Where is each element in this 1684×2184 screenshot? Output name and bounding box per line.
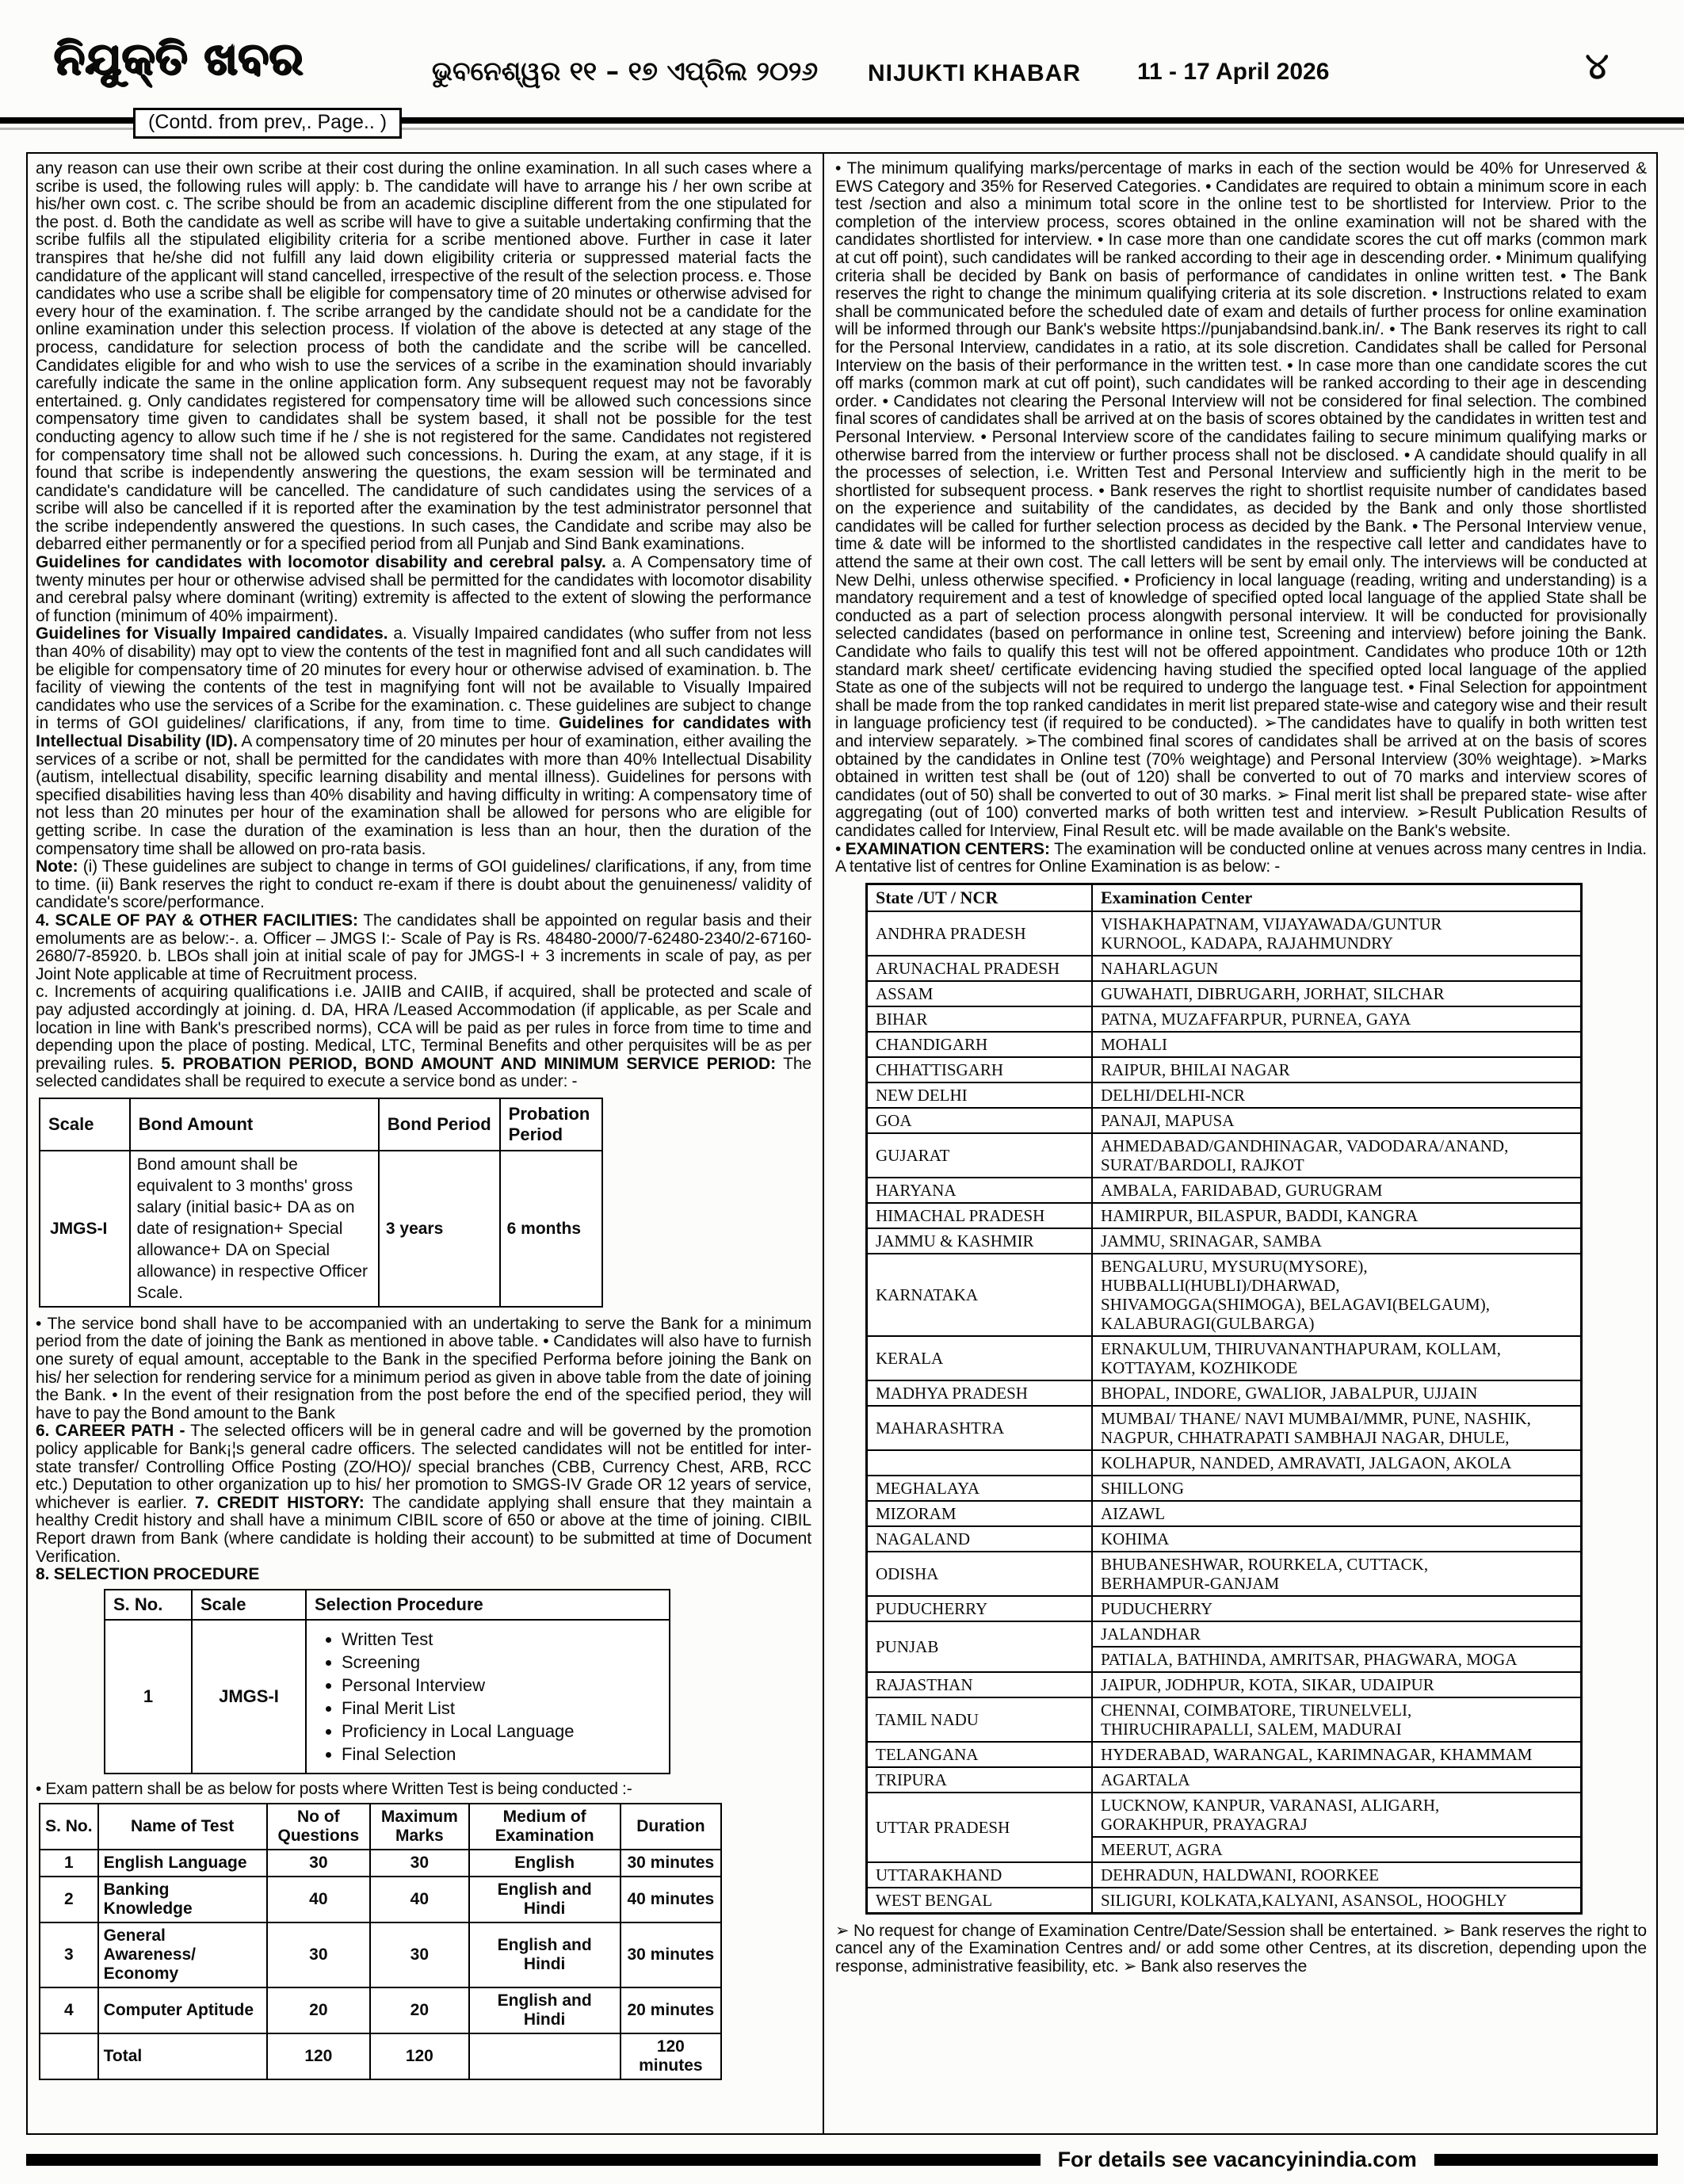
- table-cell: General Awareness/ Economy: [98, 1922, 267, 1987]
- table-row: [867, 1057, 1582, 1082]
- centers-cell: JAIPUR, JODHPUR, KOTA, SIKAR, UDAIPUR: [1092, 1672, 1582, 1697]
- centers-cell: JAMMU, SRINAGAR, SAMBA: [1092, 1228, 1582, 1254]
- state-cell: KARNATAKA: [867, 1254, 1093, 1336]
- page-number: ୪: [1585, 44, 1609, 87]
- table-row: [40, 2033, 721, 2079]
- state-cell: ASSAM: [867, 981, 1093, 1006]
- table-row: [867, 1203, 1582, 1228]
- column-header: No of Questions: [267, 1804, 370, 1850]
- column-header: Duration: [621, 1804, 721, 1850]
- table-cell: 30 minutes: [621, 1922, 721, 1987]
- centers-cell: MEERUT, AGRA: [1092, 1837, 1582, 1862]
- table-row: [867, 1082, 1582, 1108]
- table-row: [40, 1151, 602, 1307]
- state-cell: MEGHALAYA: [867, 1476, 1093, 1501]
- state-cell: TRIPURA: [867, 1767, 1093, 1793]
- centers-cell: KOLHAPUR, NANDED, AMRAVATI, JALGAON, AKOLA: [1092, 1450, 1582, 1476]
- paragraph: Note: (i) These guidelines are subject to change in terms of GOI guidelines/ clarifications, if any, from time to time. (ii) Bank reserves the right to conduct re-exam if there is doubt about the genuineness/ validity of candidate's score/performance.: [36, 857, 811, 912]
- masthead: [32, 24, 1652, 113]
- footer-bar-left: [26, 2154, 1041, 2166]
- state-cell: CHANDIGARH: [867, 1032, 1093, 1057]
- state-cell: NEW DELHI: [867, 1082, 1093, 1108]
- scale-cell: JMGS-I: [192, 1620, 306, 1774]
- procedure-cell: [306, 1620, 670, 1774]
- state-cell: MADHYA PRADESH: [867, 1380, 1093, 1406]
- newspaper-logo: ନିଯୁକ୍ତି ଖବର: [54, 33, 304, 85]
- table-cell: English Language: [98, 1850, 267, 1877]
- centers-cell: PATIALA, BATHINDA, AMRITSAR, PHAGWARA, MOGA: [1092, 1647, 1582, 1672]
- procedure-item: • Proficiency in Local Language: [342, 1720, 663, 1743]
- state-cell: [867, 1450, 1093, 1476]
- state-cell: JAMMU & KASHMIR: [867, 1228, 1093, 1254]
- centers-cell: JALANDHAR: [1092, 1621, 1582, 1647]
- table-row: [867, 1767, 1582, 1793]
- table-cell: Computer Aptitude: [98, 1987, 267, 2033]
- centers-cell: PUDUCHERRY: [1092, 1596, 1582, 1621]
- scale-cell: JMGS-I: [40, 1151, 130, 1307]
- table-row: [867, 1793, 1582, 1837]
- table-cell: 2: [40, 1877, 98, 1922]
- contd-note: (Contd. from prev,. Page.. ): [133, 108, 402, 139]
- table-cell: [40, 2033, 98, 2079]
- table-header-row: [40, 1098, 602, 1151]
- paragraph: Guidelines for Visually Impaired candidates. a. Visually Impaired candidates (who suffer from not less than 40% of disability) may opt to view the contents of the test in magnified font and all such candidates will be eligible for compensatory time of 20 minutes for every hour or otherwise advised of examination. b. The facility of viewing the contents of the test in magnifying font will not be available to Visually Impaired candidates who use the services of a Scribe for the examination. c. These guidelines are subject to change in terms of GOI guidelines/ clarifications, if any, from time to time. Guidelines for candidates with Intellectual Disability (ID). A compensatory time of 20 minutes per hour of examination, either availing the services of a scribe or not, shall be permitted for the candidates with more than 40% Intellectual Disability (autism, intellectual disability, specific learning disability and mental illness). Guidelines for persons with specified disabilities having less than 40% disability and having difficulty in writing: A compensatory time of not less than 20 minutes per hour of the examination shall be allowed for persons who are eligible for getting scribe. In case the duration of the examination is less than an hour, then the duration of the compensatory time shall be allowed on pro-rata basis.: [36, 624, 812, 858]
- table-cell: 20: [267, 1987, 370, 2033]
- table-cell: 3: [40, 1922, 98, 1987]
- table-cell: 30: [267, 1850, 370, 1877]
- table-row: [867, 1888, 1582, 1914]
- state-cell: ARUNACHAL PRADESH: [867, 956, 1093, 981]
- table-row: [40, 1877, 721, 1922]
- table-cell: 40 minutes: [621, 1877, 721, 1922]
- state-cell: MIZORAM: [867, 1501, 1093, 1526]
- table-row: [867, 1006, 1582, 1032]
- table-row: [867, 1862, 1582, 1888]
- table-row: [867, 1621, 1582, 1647]
- procedure-item: • Final Merit List: [342, 1697, 663, 1720]
- table-cell: 120 minutes: [621, 2033, 721, 2079]
- centers-cell: LUCKNOW, KANPUR, VARANASI, ALIGARH, GORAKHPUR, PRAYAGRAJ: [1092, 1793, 1582, 1837]
- column-header: Scale: [40, 1098, 130, 1151]
- paragraph: 4. SCALE OF PAY & OTHER FACILITIES: The candidates shall be appointed on regular basis and their emoluments are as below:-. a. Officer – JMGS I:- Scale of Pay is Rs. 48480-2000/7-62480-2340/2-67160-2680/7-85920. b. LBOs shall join at initial scale of pay for JMGS-I + 3 increments in scale of pay, as per Joint Note applicable at time of Recruitment process.: [36, 911, 811, 983]
- state-cell: UTTARAKHAND: [867, 1862, 1093, 1888]
- centers-cell: AMBALA, FARIDABAD, GURUGRAM: [1092, 1178, 1582, 1203]
- centers-cell: SHILLONG: [1092, 1476, 1582, 1501]
- centers-cell: DELHI/DELHI-NCR: [1092, 1082, 1582, 1108]
- odia-dateline: ଭୁବନେଶ୍ୱର ୧୧ – ୧୭ ଏପ୍ରିଲ ୨୦୨୬: [432, 55, 819, 86]
- page-footer: [26, 2148, 1658, 2172]
- article-body: [26, 152, 1658, 2135]
- table-cell: 40: [370, 1877, 469, 1922]
- state-cell: TAMIL NADU: [867, 1697, 1093, 1742]
- state-cell: PUNJAB: [867, 1621, 1093, 1672]
- state-cell: RAJASTHAN: [867, 1672, 1093, 1697]
- centers-cell: PANAJI, MAPUSA: [1092, 1108, 1582, 1133]
- state-cell: CHHATTISGARH: [867, 1057, 1093, 1082]
- column-header: Maximum Marks: [370, 1804, 469, 1850]
- table-row: [867, 1697, 1582, 1742]
- table-row: [867, 1254, 1582, 1336]
- table-header-row: [105, 1590, 670, 1620]
- centers-cell: BHUBANESHWAR, ROURKELA, CUTTACK, BERHAMPUR-GANJAM: [1092, 1552, 1582, 1596]
- centers-cell: NAHARLAGUN: [1092, 956, 1582, 981]
- paragraph: Guidelines for candidates with locomotor disability and cerebral palsy. a. A Compensatory time of twenty minutes per hour or otherwise advised shall be permitted for the candidates with locomotor disability and cerebral palsy where dominant (writing) extremity is affected to the extent of slowing the performance of function (minimum of 40% impairment).: [36, 553, 811, 625]
- column-header: S. No.: [105, 1590, 192, 1620]
- state-cell: WEST BENGAL: [867, 1888, 1093, 1914]
- table-row: [867, 1672, 1582, 1697]
- state-cell: NAGALAND: [867, 1526, 1093, 1552]
- table-cell: 30: [370, 1922, 469, 1987]
- table-row: [867, 1476, 1582, 1501]
- centers-cell: HYDERABAD, WARANGAL, KARIMNAGAR, KHAMMAM: [1092, 1742, 1582, 1767]
- centers-cell: ERNAKULUM, THIRUVANANTHAPURAM, KOLLAM, KOTTAYAM, KOZHIKODE: [1092, 1336, 1582, 1380]
- table-cell: [469, 2033, 621, 2079]
- procedure-item: • Written Test: [342, 1628, 663, 1651]
- examination-centers-table: [865, 883, 1583, 1915]
- column-header: Probation Period: [500, 1098, 602, 1151]
- centers-cell: AHMEDABAD/GANDHINAGAR, VADODARA/ANAND, SURAT/BARDOLI, RAJKOT: [1092, 1133, 1582, 1178]
- table-cell: 20 minutes: [621, 1987, 721, 2033]
- state-cell: HARYANA: [867, 1178, 1093, 1203]
- centers-cell: SILIGURI, KOLKATA,KALYANI, ASANSOL, HOOGHLY: [1092, 1888, 1582, 1914]
- table-cell: English and Hindi: [469, 1922, 621, 1987]
- table-header-row: [40, 1804, 721, 1850]
- table-cell: English and Hindi: [469, 1877, 621, 1922]
- table-cell: 30: [370, 1850, 469, 1877]
- paragraph: • The service bond shall have to be accompanied with an undertaking to serve the Bank for a minimum period from the date of joining the Bank as mentioned in above table. • Candidates will also have to furnish one surety of equal amount, acceptable to the Bank in the specified Performa before joining the Bank on his/ her selection for rendering service for a minimum period as given in above table from the date of joining the Bank. • In the event of their resignation from the post before the end of the specified period, they will have to pay the Bond amount to the Bank: [36, 1314, 811, 1422]
- table-row: [867, 1108, 1582, 1133]
- state-cell: ANDHRA PRADESH: [867, 911, 1093, 956]
- table-cell: 1: [40, 1850, 98, 1877]
- header-rule: [0, 111, 1684, 152]
- paper-name: NIJUKTI KHABAR: [868, 60, 1081, 86]
- centers-cell: AGARTALA: [1092, 1767, 1582, 1793]
- centers-cell: MOHALI: [1092, 1032, 1582, 1057]
- table-row: [40, 1922, 721, 1987]
- table-cell: English and Hindi: [469, 1987, 621, 2033]
- centers-cell: GUWAHATI, DIBRUGARH, JORHAT, SILCHAR: [1092, 981, 1582, 1006]
- table-cell: Total: [98, 2033, 267, 2079]
- centers-cell: DEHRADUN, HALDWANI, ROORKEE: [1092, 1862, 1582, 1888]
- centers-cell: BENGALURU, MYSURU(MYSORE), HUBBALLI(HUBLI)/DHARWAD, SHIVAMOGGA(SHIMOGA), BELAGAVI(BELGAUM), KALABURAGI(GULBARGA): [1092, 1254, 1582, 1336]
- centers-cell: HAMIRPUR, BILASPUR, BADDI, KANGRA: [1092, 1203, 1582, 1228]
- table-row: [867, 1526, 1582, 1552]
- table-row: [867, 981, 1582, 1006]
- table-row: [40, 1987, 721, 2033]
- footer-text: For details see vacancyinindia.com: [1057, 2148, 1417, 2171]
- state-cell: GUJARAT: [867, 1133, 1093, 1178]
- exam-pattern-table: [39, 1803, 722, 2080]
- column-header: Bond Amount: [130, 1098, 379, 1151]
- table-header-row: [867, 884, 1582, 911]
- column-header: Examination Center: [1092, 884, 1582, 911]
- table-cell: 20: [370, 1987, 469, 2033]
- centers-cell: AIZAWL: [1092, 1501, 1582, 1526]
- table-cell: 120: [267, 2033, 370, 2079]
- column-header: S. No.: [40, 1804, 98, 1850]
- procedure-item: • Personal Interview: [342, 1674, 663, 1697]
- table-cell: 30 minutes: [621, 1850, 721, 1877]
- paragraph: c. Increments of acquiring qualifications i.e. JAIIB and CAIIB, if acquired, shall be protected and scale of pay adjusted accordingly at joining. d. DA, HRA /Leased Accommodation (if applicable, as per Scale and location in line with Bank's prescribed norms), CCA will be paid as per rules in force from time to time and depending upon the place of posting. Medical, LTC, Terminal Benefits and other perquisites will be as per prevailing rules. 5. PROBATION PERIOD, BOND AMOUNT AND MINIMUM SERVICE PERIOD: The selected candidates shall be required to execute a service bond as under: -: [36, 983, 811, 1091]
- state-cell: MAHARASHTRA: [867, 1406, 1093, 1450]
- bond-period-cell: 3 years: [379, 1151, 500, 1307]
- state-cell: ODISHA: [867, 1552, 1093, 1596]
- state-cell: UTTAR PRADESH: [867, 1793, 1093, 1862]
- state-cell: GOA: [867, 1108, 1093, 1133]
- table-cell: Banking Knowledge: [98, 1877, 267, 1922]
- centers-cell: VISHAKHAPATNAM, VIJAYAWADA/GUNTUR KURNOOL, KADAPA, RAJAHMUNDRY: [1092, 911, 1582, 956]
- centers-cell: RAIPUR, BHILAI NAGAR: [1092, 1057, 1582, 1082]
- table-row: [867, 1178, 1582, 1203]
- column-header: Medium of Examination: [469, 1804, 621, 1850]
- table-cell: 4: [40, 1987, 98, 2033]
- left-column: [28, 154, 823, 2133]
- column-header: Selection Procedure: [306, 1590, 670, 1620]
- state-cell: KERALA: [867, 1336, 1093, 1380]
- footer-bar-right: [1434, 2154, 1658, 2166]
- paragraph: 8. SELECTION PROCEDURE: [36, 1565, 260, 1584]
- centers-cell: BHOPAL, INDORE, GWALIOR, JABALPUR, UJJAIN: [1092, 1380, 1582, 1406]
- column-header: Bond Period: [379, 1098, 500, 1151]
- column-header: State /UT / NCR: [867, 884, 1093, 911]
- state-cell: TELANGANA: [867, 1742, 1093, 1767]
- column-header: Scale: [192, 1590, 306, 1620]
- table-cell: 120: [370, 2033, 469, 2079]
- selection-procedure-table: [104, 1589, 670, 1774]
- bond-amount-cell: Bond amount shall be equivalent to 3 months' gross salary (initial basic+ DA as on date of resignation+ Special allowance+ DA on Special allowance) in respective Officer Scale.: [130, 1151, 379, 1307]
- table-row: [867, 1501, 1582, 1526]
- procedure-item: • Screening: [342, 1651, 663, 1674]
- table-row: [867, 1450, 1582, 1476]
- table-row: [867, 1032, 1582, 1057]
- table-cell: 40: [267, 1877, 370, 1922]
- table-row: [867, 1552, 1582, 1596]
- paragraph: 6. CAREER PATH - The selected officers will be in general cadre and will be governed by the promotion policy applicable for Bank¡¦s general cadre officers. The selected candidates will not be entitled for inter-state transfer/ Controlling Office Posting (ZO/HO)/ special branches (CBB, Currency Chest, ARB, RCC etc.) Deputation to other organization up to his/ her promotion to SMGS-IV Grade OR 12 years of service, whichever is earlier. 7. CREDIT HISTORY: The candidate applying shall ensure that they maintain a healthy Credit history and shall have a minimum CIBIL score of 650 or above at the time of joining. CIBIL Report drawn from Bank (where candidate is holding their account) to be submitted at time of Document Verification.: [36, 1422, 811, 1566]
- table-row: [867, 1380, 1582, 1406]
- issue-date-range: 11 - 17 April 2026: [1137, 59, 1330, 85]
- table-row: [867, 1228, 1582, 1254]
- procedure-list: [319, 1628, 663, 1766]
- state-cell: BIHAR: [867, 1006, 1093, 1032]
- centers-cell: MUMBAI/ THANE/ NAVI MUMBAI/MMR, PUNE, NASHIK, NAGPUR, CHHATRAPATI SAMBHAJI NAGAR, DHULE,: [1092, 1406, 1582, 1450]
- table-row: [40, 1850, 721, 1877]
- state-cell: PUDUCHERRY: [867, 1596, 1093, 1621]
- centers-cell: KOHIMA: [1092, 1526, 1582, 1552]
- right-column: [823, 154, 1656, 2133]
- paragraph: any reason can use their own scribe at their cost during the online examination. In all such cases where a scribe is used, the following rules will apply: b. The candidate will have to arrange his / her own scribe at his/her own cost. c. The scribe should be from an academic discipline different from the one stipulated for the post. d. Both the candidate as well as scribe will have to give a suitable undertaking confirming that the scribe fulfils all the stipulated eligibility criteria for a scribe mentioned above. Further in case it later transpires that he/she did not fulfill any laid down eligibility criteria or suppressed material facts the candidature of the applicant will stand cancelled, irrespective of the result of the selection process. e. Those candidates who use a scribe shall be eligible for compensatory time of 20 minutes or otherwise advised for every hour of the examination. f. The scribe arranged by the candidate should not be a candidate for the online examination under this selection process. If violation of the above is detected at any stage of the process, candidature for selection process of both the candidate and the scribe will be cancelled. Candidates eligible for and who wish to use the services of a scribe in the examination should invariably carefully indicate the same in the online application form. Any subsequent request may not be favorably entertained. g. Only candidates registered for compensatory time will be allowed such concessions since compensatory time given to candidates shall be system based, it shall not be possible for the test conducting agency to allow such time if he / she is not registered for the same. Candidates not registered for compensatory time shall not be allowed such concessions. h. During the exam, at any stage, if it is found that scribe is independently answering the questions, the exam session will be terminated and candidate's candidature will be cancelled. The candidature of such candidates using the services of a scribe will also be cancelled if it is reported after the examination by the test administrator personnel that the scribe independently answered the questions. In such cases, the Candidate and scribe may also be debarred either permanently or for a specified period from all Punjab and Sind Bank examinations.: [36, 159, 811, 554]
- table-row: [867, 1406, 1582, 1450]
- centers-cell: PATNA, MUZAFFARPUR, PURNEA, GAYA: [1092, 1006, 1582, 1032]
- table-cell: 30: [267, 1922, 370, 1987]
- paragraph: • EXAMINATION CENTERS: The examination will be conducted online at venues across many centres in India. A tentative list of centres for Online Examination is as below: -: [835, 839, 1648, 876]
- column-header: Name of Test: [98, 1804, 267, 1850]
- table-row: [867, 1133, 1582, 1178]
- table-row: [867, 1336, 1582, 1380]
- table-row: [867, 1742, 1582, 1767]
- state-cell: HIMACHAL PRADESH: [867, 1203, 1093, 1228]
- table-row: [105, 1620, 670, 1774]
- paragraph: • Exam pattern shall be as below for posts where Written Test is being conducted :-: [36, 1779, 632, 1798]
- bond-table: [39, 1098, 603, 1308]
- probation-period-cell: 6 months: [500, 1151, 602, 1307]
- table-cell: English: [469, 1850, 621, 1877]
- paragraph: • The minimum qualifying marks/percentage of marks in each of the section would be 40% for Unreserved & EWS Category and 35% for Reserved Categories. • Candidates are required to obtain a minimum score in each test /section and also a minimum total score in the online test to be shortlisted for Interview. Prior to the completion of the interview process, scores obtained in the online examination will not be shared with the candidates shortlisted for interview. • In case more than one candidate scores the cut off marks (common mark at cut off point), such candidates will be ranked according to their age in descending order. • Minimum qualifying criteria shall be decided by Bank on basis of performance of candidates in online written test. • The Bank reserves the right to change the minimum qualifying criteria at its sole discretion. • Instructions related to exam shall be communicated before the scheduled date of exam and details of further process for online examination will be informed through our Bank's website https://punjabandsind.bank.in/. • The Bank reserves its right to call for the Personal Interview, candidates in a ratio, at its sole discretion. Candidates shall be called for Personal Interview on the basis of their performance in the written test. • In case more than one candidate scores the cut off marks (common mark at cut off point), such candidates will be ranked according to their age in descending order. • Candidates not clearing the Personal Interview will not be considered for final selection. The combined final scores of candidates shall be arrived at on the basis of scores obtained by the candidates in written test and Personal Interview. • Personal Interview score of the candidates failing to secure minimum qualifying marks or otherwise barred from the interview or further process shall not be disclosed. • A candidate should qualify in all the processes of selection, i.e. Written Test and Personal Interview and sufficiently high in the merit to be shortlisted for subsequent process. • Bank reserves the right to shortlist requisite number of candidates based on the experience and suitability of the candidates, as decided by the Bank and only those shortlisted candidates will be called for further selection process as decided by the Bank. • The Personal Interview venue, time & date will be informed to the shortlisted candidates in the respective call letter and candidates have to attend the same at their own cost. The call letters will be sent by email only. The interviews will be conducted at New Delhi, unless otherwise specified. • Proficiency in local language (reading, writing and understanding) is a mandatory requirement and a test of knowledge of specified opted local language of the applied State shall be conducted as a part of selection process alongwith personal interview. It will be conducted for provisionally selected candidates (based on performance in online test, Screening and interview) before joining the Bank. Candidate who fails to qualify this test will not be offered appointment. Candidates who produce 10th or 12th standard mark sheet/ certificate evidencing having studied the specified opted local language of the applied State as one of the subjects will not be required to undergo the language test. • Final Selection for appointment shall be made from the top ranked candidates in merit list prepared state-wise and category wise and their result in language proficiency test (if required to be conducted). ➢The candidates have to qualify in both written test and interview separately. ➢The combined final scores of candidates shall be arrived at on the basis of scores obtained by the candidates in Online test (70% weightage) and Personal Interview (30% weightage). ➢Marks obtained in written test shall be (out of 120) shall be converted to out of 70 marks and interview scores of candidates (out of 50) shall be converted to out of 30 marks. ➢ Final merit list shall be prepared state- wise after aggregating (out of 100) converted marks of both written test and interview. ➢Result Publication Results of candidates called for Interview, Final Result etc. will be made available on the Bank's website.: [835, 159, 1647, 840]
- paragraph: ➢ No request for change of Examination Centre/Date/Session shall be entertained. ➢ Bank reserves the right to cancel any of the Examination Centres and/ or add some other Centres, at its discretion, depending upon the response, administrative feasibility, etc. ➢ Bank also reserves the: [835, 1921, 1647, 1976]
- table-row: [867, 1596, 1582, 1621]
- table-row: [867, 956, 1582, 981]
- centers-cell: CHENNAI, COIMBATORE, TIRUNELVELI, THIRUCHIRAPALLI, SALEM, MADURAI: [1092, 1697, 1582, 1742]
- table-row: [867, 911, 1582, 956]
- sno-cell: 1: [105, 1620, 192, 1774]
- procedure-item: • Final Selection: [342, 1743, 663, 1766]
